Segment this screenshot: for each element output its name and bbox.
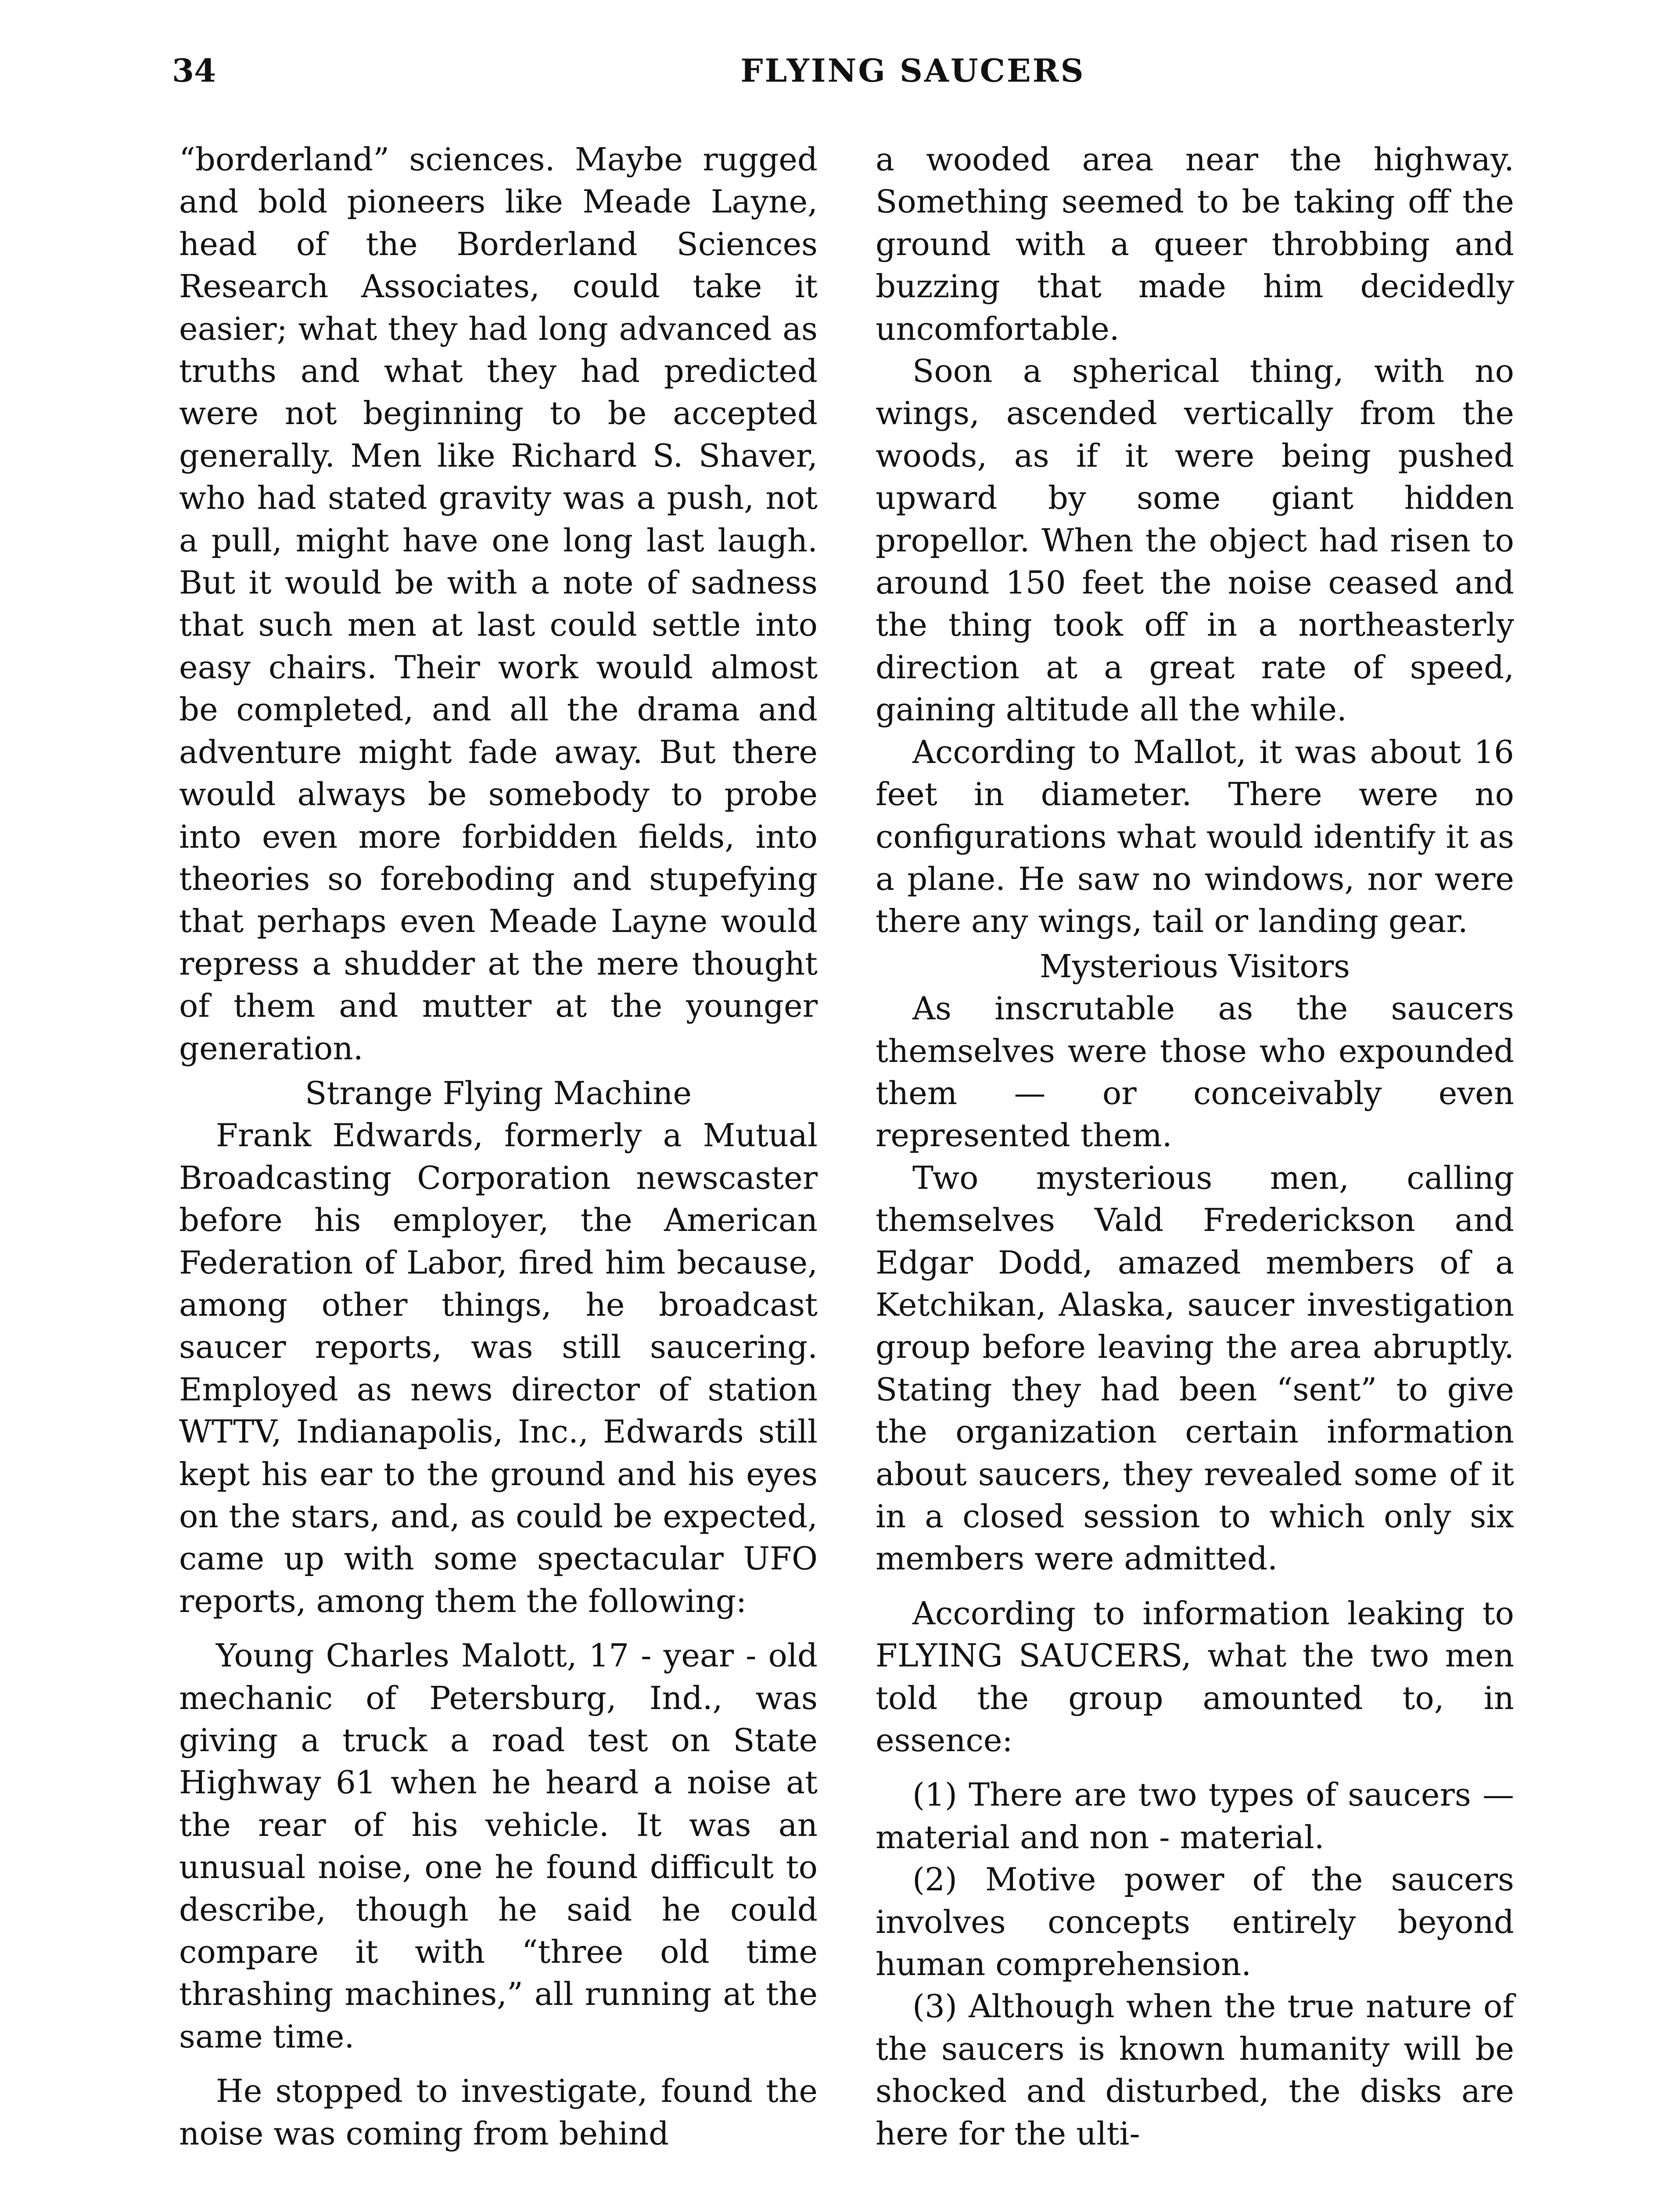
paragraph: a wooded area near the highway. Something seemed to be taking off the ground with a queer throbbing and buzzing that made him decidedly uncomfortable. [876, 141, 1514, 347]
paragraph: Soon a spherical thing, with no wings, ascended vertically from the woods, as if it were being pushed upward by some giant hidden propellor. When the object had risen to around 150 feet the noise ceased and the thing took off in a northeasterly direction at a great rate of speed, gaining altitude all the while. [876, 353, 1514, 728]
list-item: (1) There are two types of saucers — material and non - material. [876, 1776, 1514, 1856]
running-head: FLYING SAUCERS [740, 52, 1085, 89]
list-item: (3) Although when the true nature of the saucers is known humanity will be shocked and disturbed, the disks are here for the ulti- [876, 1988, 1514, 2152]
list-item: (2) Motive power of the saucers involves concepts entirely beyond human comprehension. [876, 1861, 1514, 1983]
paragraph: “borderland” sciences. Maybe rugged and bold pioneers like Meade Layne, head of the Borderland Sciences Research Associates, could take it easier; what they had long advanced as truths and what they had predicted were not beginning to be accepted generally. Men like Richard S. Shaver, who had stated gravity was a push, not a pull, might have one long last laugh. But it would be with a note of sadness that such men at last could settle into easy chairs. Their work would almost be completed, and all the drama and adventure might fade away. But there would always be somebody to probe into even more forbidden fields, into theories so foreboding and stupefying that perhaps even Meade Layne would repress a shudder at the mere thought of them and mutter at the younger generation. [179, 141, 818, 1067]
right-column [876, 138, 1514, 2155]
paragraph: Frank Edwards, formerly a Mutual Broadcasting Corporation newscaster before his employer, the American Federation of Labor, fired him because, among other things, he broadcast saucer reports, was still saucering. Employed as news director of station WTTV, Indianapolis, Inc., Edwards still kept his ear to the ground and his eyes on the stars, and, as could be expected, came up with some spectacular UFO reports, among them the following: [179, 1117, 818, 1619]
left-column [179, 138, 818, 2155]
section-heading-strange-flying-machine: Strange Flying Machine [305, 1074, 692, 1112]
paragraph: He stopped to investigate, found the noise was coming from behind [179, 2073, 818, 2152]
paragraph: According to information leaking to FLYING SAUCERS, what the two men told the group amounted to, in essence: [876, 1594, 1514, 1759]
page-number: 34 [172, 52, 216, 89]
paragraph: Two mysterious men, calling themselves Vald Frederickson and Edgar Dodd, amazed members of a Ketchikan, Alaska, saucer investigation group before leaving the area abruptly. Stating they had been “sent” to give the organization certain information about saucers, they revealed some of it in a closed session to which only six members were admitted. [876, 1159, 1514, 1577]
paragraph: Young Charles Malott, 17 - year - old mechanic of Petersburg, Ind., was giving a truck a road test on State Highway 61 when he heard a noise at the rear of his vehicle. It was an unusual noise, one he found difficult to describe, though he said he could compare it with “three old time thrashing machines,” all running at the same time. [179, 1637, 818, 2055]
paragraph: According to Mallot, it was about 16 feet in diameter. There were no configurations what would identify it as a plane. He saw no windows, nor were there any wings, tail or landing gear. [876, 733, 1514, 940]
section-heading-mysterious-visitors: Mysterious Visitors [1039, 947, 1350, 985]
paragraph: As inscrutable as the saucers themselves were those who expounded them — or conceivably even represented them. [876, 990, 1514, 1154]
